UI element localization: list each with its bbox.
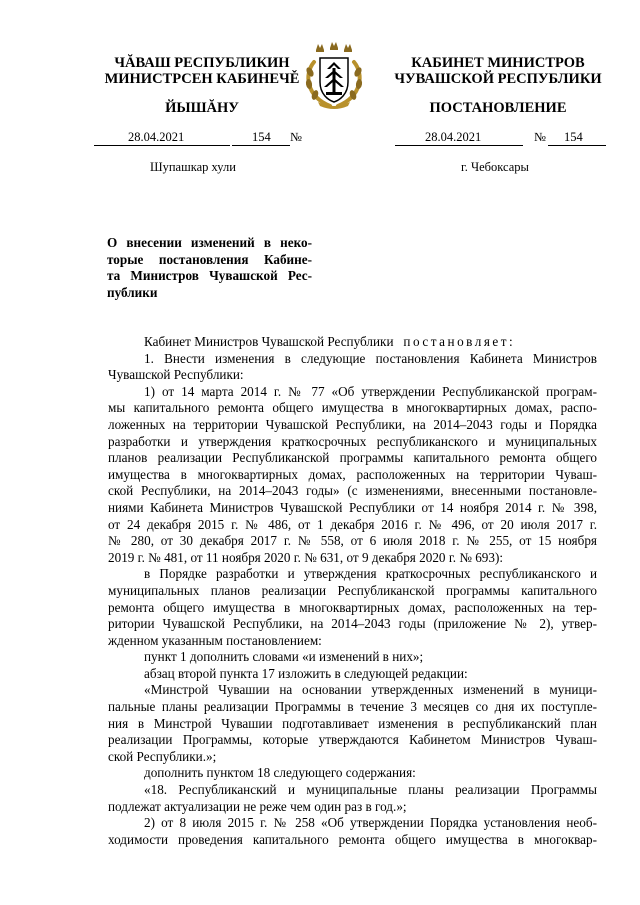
body-line: дополнить пунктом 18 следующего содержания: [144, 765, 416, 781]
body-line: пальные планы реализации Программы в течение 3 месяцев со дня их поступле- [108, 699, 597, 715]
body-line: подлежат актуализации не реже чем один раз в год.»; [108, 798, 407, 814]
body-line: № 280, от 30 декабря 2017 г. № 558, от 6 июля 2018 г. № 255, от 15 ноября [108, 533, 597, 549]
document-subject [107, 235, 312, 301]
left-no-sign: № [290, 130, 302, 144]
body-line: ской Республики, на 2014–2043 годы» (с изменениями, внесенными постановле- [108, 483, 597, 499]
document-body [108, 334, 597, 848]
body-line: ниями Кабинета Министров Чувашской Республики от 14 ноября 2014 г. № 398, [108, 499, 597, 515]
header-right-org [388, 55, 608, 87]
body-line: «18. Республиканский и муниципальные планы реализации Программы [144, 782, 597, 798]
body-line: абзац второй пункта 17 изложить в следующей редакции: [144, 665, 468, 681]
body-line: от 24 декабря 2015 г. № 486, от 1 декабря 2016 г. № 496, от 20 июля 2017 г. [108, 516, 597, 532]
left-number-underline [232, 145, 290, 146]
subject-line: О внесении изменений в неко- [107, 235, 312, 250]
header-left-doc-type: ЙЫШĂНУ [165, 100, 239, 116]
header-left-line1: ЧĂВАШ РЕСПУБЛИКИН [114, 55, 290, 71]
body-line: планов реализации Республиканской программы капитального ремонта общего [108, 450, 597, 466]
body-line: пункт 1 дополнить словами «и изменений в них»; [144, 649, 424, 665]
right-number-underline [548, 145, 606, 146]
subject-line: торые постановления Кабине- [107, 251, 312, 267]
header-right-doc-type: ПОСТАНОВЛЕНИЕ [429, 100, 567, 116]
body-line: ритории Чувашской Республики, на 2014–2043 годы (приложение № 2), утвер- [108, 616, 597, 632]
body-line: 1) от 14 марта 2014 г. № 77 «Об утверждении Республиканской програм- [144, 383, 597, 399]
intro-text: Кабинет Министров Чувашской Республики [144, 334, 394, 349]
body-line: имущества в многоквартирных домах, расположенных на территории Чуваш- [108, 466, 597, 482]
subject-line: публики [107, 284, 158, 300]
body-line: 1. Внести изменения в следующие постановления Кабинета Министров [144, 350, 597, 366]
body-line: разработки и утверждения краткосрочных республиканского и муниципальных [108, 433, 597, 449]
body-intro [108, 334, 597, 351]
right-city: г. Чебоксары [461, 160, 529, 174]
right-number: 154 [564, 130, 583, 144]
coat-of-arms-icon [300, 40, 368, 112]
body-line: 2) от 8 июля 2015 г. № 258 «Об утверждении Порядка установления необ- [144, 815, 597, 831]
header-left-org [92, 55, 312, 87]
left-city: Шупашкар хули [150, 160, 236, 174]
body-line: «Минстрой Чувашии на основании утвержденных изменений в муници- [144, 682, 597, 698]
body-line: реализации Программы, которые утверждаются Кабинетом Министров Чуваш- [108, 732, 597, 748]
body-line: ложенных на территории Чувашской Республики, на 2014–2043 годы и Порядка [108, 416, 597, 432]
body-line: жденном указанным постановлением: [108, 632, 322, 648]
left-date: 28.04.2021 [128, 130, 185, 144]
subject-line: та Министров Чувашской Рес- [107, 268, 312, 283]
body-line: ремонта общего имущества в многоквартирных домах, расположенных на тер- [108, 599, 597, 615]
right-date-underline [395, 145, 523, 146]
left-date-underline [94, 145, 230, 146]
header-right-line2: ЧУВАШСКОЙ РЕСПУБЛИКИ [394, 71, 602, 87]
header-left-line2: МИНИСТРСЕН КАБИНЕЧĚ [104, 71, 300, 87]
body-line: 2019 г. № 481, от 11 ноября 2020 г. № 631, от 9 декабря 2020 г. № 693): [108, 549, 504, 565]
body-line: муниципальных планов реализации Республиканской программы капитального [108, 582, 597, 598]
body-line: мы капитального ремонта общего имущества в многоквартирных домах, распо- [108, 400, 597, 416]
body-lines [108, 351, 597, 849]
body-line: ходимости проведения капитального ремонта общего имущества в многоквар- [108, 831, 597, 847]
body-line: в Порядке разработки и утверждения краткосрочных республиканского и [144, 566, 597, 582]
body-line: ской Республики.»; [108, 748, 217, 764]
body-line: ния в Минстрой Чувашии подготавливает изменения в республиканский план [108, 715, 597, 731]
intro-keyword: постановляет: [403, 334, 516, 349]
right-date: 28.04.2021 [425, 130, 482, 144]
body-line: Чувашской Республики: [108, 367, 244, 383]
right-no-sign: № [534, 130, 546, 144]
left-number: 154 [252, 130, 271, 144]
header-right-line1: КАБИНЕТ МИНИСТРОВ [411, 55, 585, 71]
